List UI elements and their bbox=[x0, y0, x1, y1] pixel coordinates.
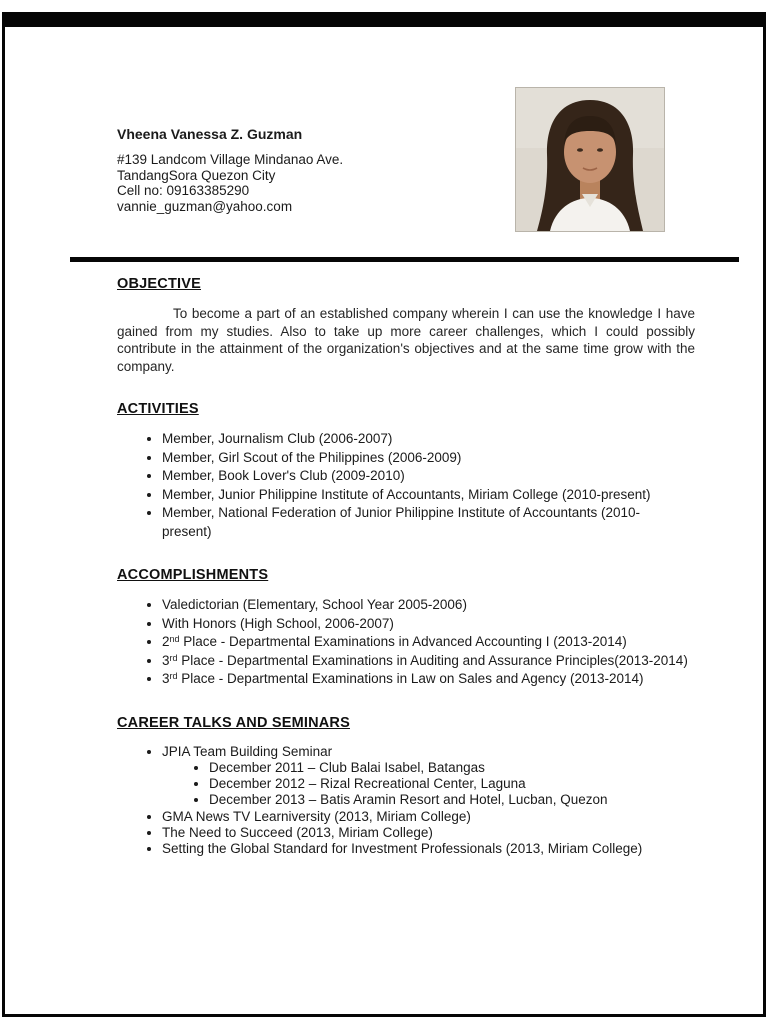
resume-body bbox=[117, 276, 695, 858]
accomplishment-text-rest: Place - Departmental Examinations in Advanced Accounting I (2013-2014) bbox=[179, 634, 627, 649]
objective-text: To become a part of an established company wherein I can use the knowledge I have gained from my studies. Also to take up more career challenges, which I could possibly contribute in the attainment of the organization's objectives and at the same time grow with the company. bbox=[117, 306, 695, 374]
email-address: vannie_guzman@yahoo.com bbox=[117, 198, 293, 214]
seminar-item-label: JPIA Team Building Seminar bbox=[162, 743, 333, 759]
contact-header bbox=[117, 126, 507, 214]
ordinal-suffix: nd bbox=[169, 634, 180, 644]
seminars-list bbox=[117, 744, 695, 858]
address-line-2: TandangSora Quezon City bbox=[117, 167, 276, 183]
address-line-1: #139 Landcom Village Mindanao Ave. bbox=[117, 152, 344, 167]
seminar-item: • The Need to Succeed (2013, Miriam College) bbox=[162, 825, 695, 841]
accomplishment-text: 2 bbox=[162, 634, 170, 649]
activity-item: • Member, National Federation of Junior Philippine Institute of Accountants (2010-present) bbox=[162, 504, 695, 541]
portrait-photo bbox=[515, 87, 665, 232]
section-heading-accomplishments: ACCOMPLISHMENTS bbox=[117, 567, 269, 583]
accomplishment-item bbox=[162, 633, 695, 652]
accomplishment-item bbox=[162, 596, 695, 615]
section-heading-objective: OBJECTIVE bbox=[117, 276, 201, 292]
accomplishment-text: With Honors (High School, 2006-2007) bbox=[162, 615, 394, 631]
jpia-sublist bbox=[162, 760, 689, 809]
ordinal-suffix: rd bbox=[169, 671, 178, 681]
accomplishment-item bbox=[162, 670, 695, 689]
accomplishment-item bbox=[162, 615, 695, 634]
ordinal-suffix: rd bbox=[169, 652, 178, 663]
activity-item: • Member, Book Lover's Club (2009-2010) bbox=[162, 467, 695, 486]
accomplishments-list bbox=[117, 596, 695, 689]
accomplishment-text: Valedictorian (Elementary, School Year 2005-2006) bbox=[162, 597, 467, 612]
activity-item: • Member, Junior Philippine Institute of Accountants, Miriam College (2010-present) bbox=[162, 486, 695, 505]
activities-list bbox=[117, 430, 695, 541]
seminar-item: • Setting the Global Standard for Investment Professionals (2013, Miriam College) bbox=[162, 841, 695, 857]
phone-number: Cell no: 09163385290 bbox=[117, 183, 250, 199]
person-name: Vheena Vanessa Z. Guzman bbox=[117, 126, 303, 142]
seminar-subitem: • December 2013 – Batis Aramin Resort and Hotel, Lucban, Quezon bbox=[209, 792, 689, 808]
section-divider-rule bbox=[70, 257, 739, 262]
section-heading-seminars: CAREER TALKS AND SEMINARS bbox=[117, 714, 350, 731]
portrait-photo-image bbox=[516, 88, 664, 231]
accomplishment-text-rest: Place - Departmental Examinations in Law on Sales and Agency (2013-2014) bbox=[177, 671, 644, 686]
seminar-subitem: • December 2012 – Rizal Recreational Center, Laguna bbox=[209, 776, 689, 792]
activity-item: • Member, Girl Scout of the Philippines (2006-2009) bbox=[162, 449, 695, 468]
activity-item: • Member, Journalism Club (2006-2007) bbox=[162, 430, 695, 449]
accomplishment-text-rest: Place - Departmental Examinations in Auditing and Assurance Principles(2013-2014) bbox=[177, 652, 688, 668]
seminar-subitem: • December 2011 – Club Balai Isabel, Batangas bbox=[209, 760, 689, 776]
seminar-item bbox=[162, 744, 695, 809]
section-heading-activities: ACTIVITIES bbox=[117, 401, 199, 417]
accomplishment-text: 3 bbox=[162, 652, 170, 668]
accomplishment-text: 3 bbox=[162, 671, 170, 686]
seminar-item: • GMA News TV Learniversity (2013, Miriam College) bbox=[162, 809, 695, 825]
accomplishment-item bbox=[162, 652, 695, 671]
